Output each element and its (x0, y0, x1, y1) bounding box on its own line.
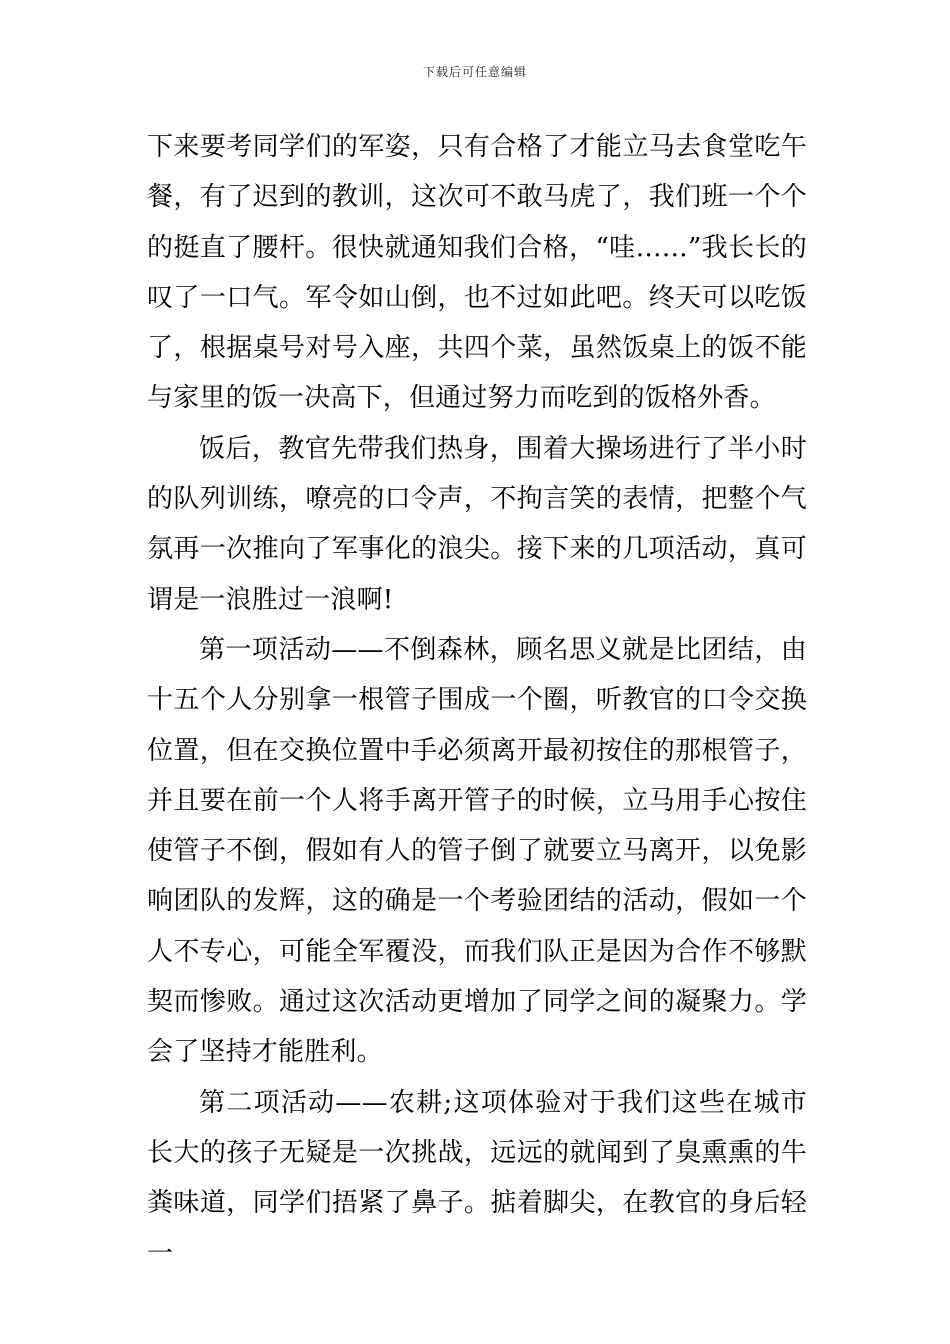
page-header-note: 下载后可任意编辑 (422, 65, 527, 79)
document-body (147, 122, 807, 1279)
paragraph-2: 饭后，教官先带我们热身，围着大操场进行了半小时的队列训练，嘹亮的口令声，不拘言笑的表情，把整个气氛再一次推向了军事化的浪尖。接下来的几项活动，真可谓是一浪胜过一浪啊! (147, 433, 807, 615)
paragraph-1: 下来要考同学们的军姿，只有合格了才能立马去食堂吃午餐，有了迟到的教训，这次可不敢马虎了，我们班一个个的挺直了腰杆。很快就通知我们合格，“哇……”我长长的叹了一口气。军令如山倒，也不过如此吧。终天可以吃饭了，根据桌号对号入座，共四个菜，虽然饭桌上的饭不能与家里的饭一决高下，但通过努力而吃到的饭格外香。 (147, 132, 807, 414)
paragraph-4: 第二项活动——农耕;这项体验对于我们这些在城市长大的孩子无疑是一次挑战，远远的就闻到了臭熏熏的牛粪味道，同学们捂紧了鼻子。掂着脚尖，在教官的身后轻一 (147, 1087, 807, 1269)
paragraph-3: 第一项活动——不倒森林，顾名思义就是比团结，由十五个人分别拿一根管子围成一个圈，听教官的口令交换位置，但在交换位置中手必须离开最初按住的那根管子，并且要在前一个人将手离开管子的时候，立马用手心按住使管子不倒，假如有人的管子倒了就要立马离开，以免影响团队的发辉，这的确是一个考验团结的活动，假如一个人不专心，可能全军覆没，而我们队正是因为合作不够默契而惨败。通过这次活动更增加了同学之间的凝聚力。学会了坚持才能胜利。 (147, 634, 807, 1068)
